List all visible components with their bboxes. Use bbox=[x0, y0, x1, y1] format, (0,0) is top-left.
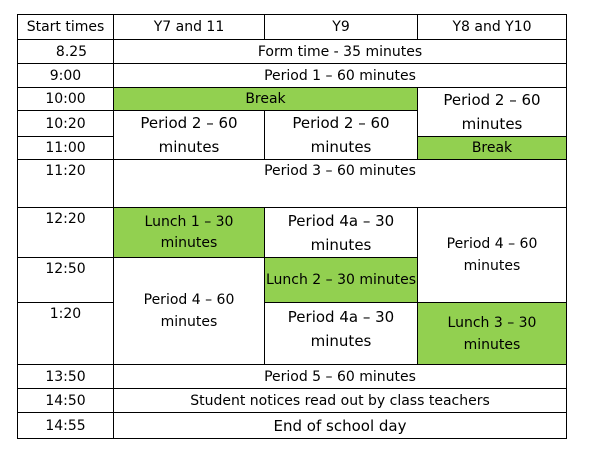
header-y7-11: Y7 and 11 bbox=[114, 15, 265, 40]
time-cell: 14:50 bbox=[18, 389, 114, 413]
time-cell: 14:55 bbox=[18, 413, 114, 439]
row-1120 bbox=[18, 160, 567, 208]
period-4a-y9-top-cell: Period 4a – 30 minutes bbox=[265, 208, 418, 258]
lunch-2-cell: Lunch 2 – 30 minutes bbox=[265, 258, 418, 303]
period-2-y9-cell: Period 2 – 60 minutes bbox=[265, 111, 418, 160]
period-1-cell: Period 1 – 60 minutes bbox=[114, 64, 567, 88]
row-0825 bbox=[18, 40, 567, 64]
header-y9: Y9 bbox=[265, 15, 418, 40]
break-y8-cell: Break bbox=[418, 137, 567, 160]
time-cell: 11:00 bbox=[18, 137, 114, 160]
time-cell: 11:20 bbox=[18, 160, 114, 208]
header-y8-10: Y8 and Y10 bbox=[418, 15, 567, 40]
period-4-y7-cell: Period 4 – 60 minutes bbox=[114, 258, 265, 365]
time-cell: 12:50 bbox=[18, 258, 114, 303]
row-1450 bbox=[18, 389, 567, 413]
row-1350 bbox=[18, 365, 567, 389]
period-5-cell: Period 5 – 60 minutes bbox=[114, 365, 567, 389]
row-1455 bbox=[18, 413, 567, 439]
row-0120 bbox=[18, 303, 567, 365]
period-4a-y9-bottom-cell: Period 4a – 30 minutes bbox=[265, 303, 418, 365]
school-timetable bbox=[17, 14, 567, 439]
timetable-container bbox=[17, 14, 566, 442]
period-3-cell: Period 3 – 60 minutes bbox=[114, 160, 567, 208]
header-row bbox=[18, 15, 567, 40]
row-1220 bbox=[18, 208, 567, 258]
row-0900 bbox=[18, 64, 567, 88]
break-cell: Break bbox=[114, 88, 418, 111]
time-cell: 9:00 bbox=[18, 64, 114, 88]
end-of-day-cell: End of school day bbox=[114, 413, 567, 439]
time-cell: 10:00 bbox=[18, 88, 114, 111]
form-time-cell: Form time - 35 minutes bbox=[114, 40, 567, 64]
time-cell: 12:20 bbox=[18, 208, 114, 258]
lunch-1-cell: Lunch 1 – 30 minutes bbox=[114, 208, 265, 258]
period-2-y8-cell: Period 2 – 60 minutes bbox=[418, 88, 567, 137]
time-cell: 10:20 bbox=[18, 111, 114, 137]
period-2-y7-cell: Period 2 – 60 minutes bbox=[114, 111, 265, 160]
header-start-times: Start times bbox=[18, 15, 114, 40]
row-1000 bbox=[18, 88, 567, 111]
time-cell: 13:50 bbox=[18, 365, 114, 389]
time-cell: 1:20 bbox=[18, 303, 114, 365]
time-cell: 8.25 bbox=[18, 40, 114, 64]
lunch-3-cell: Lunch 3 – 30 minutes bbox=[418, 303, 567, 365]
notices-cell: Student notices read out by class teachers bbox=[114, 389, 567, 413]
period-4-y8-cell: Period 4 – 60 minutes bbox=[418, 208, 567, 303]
